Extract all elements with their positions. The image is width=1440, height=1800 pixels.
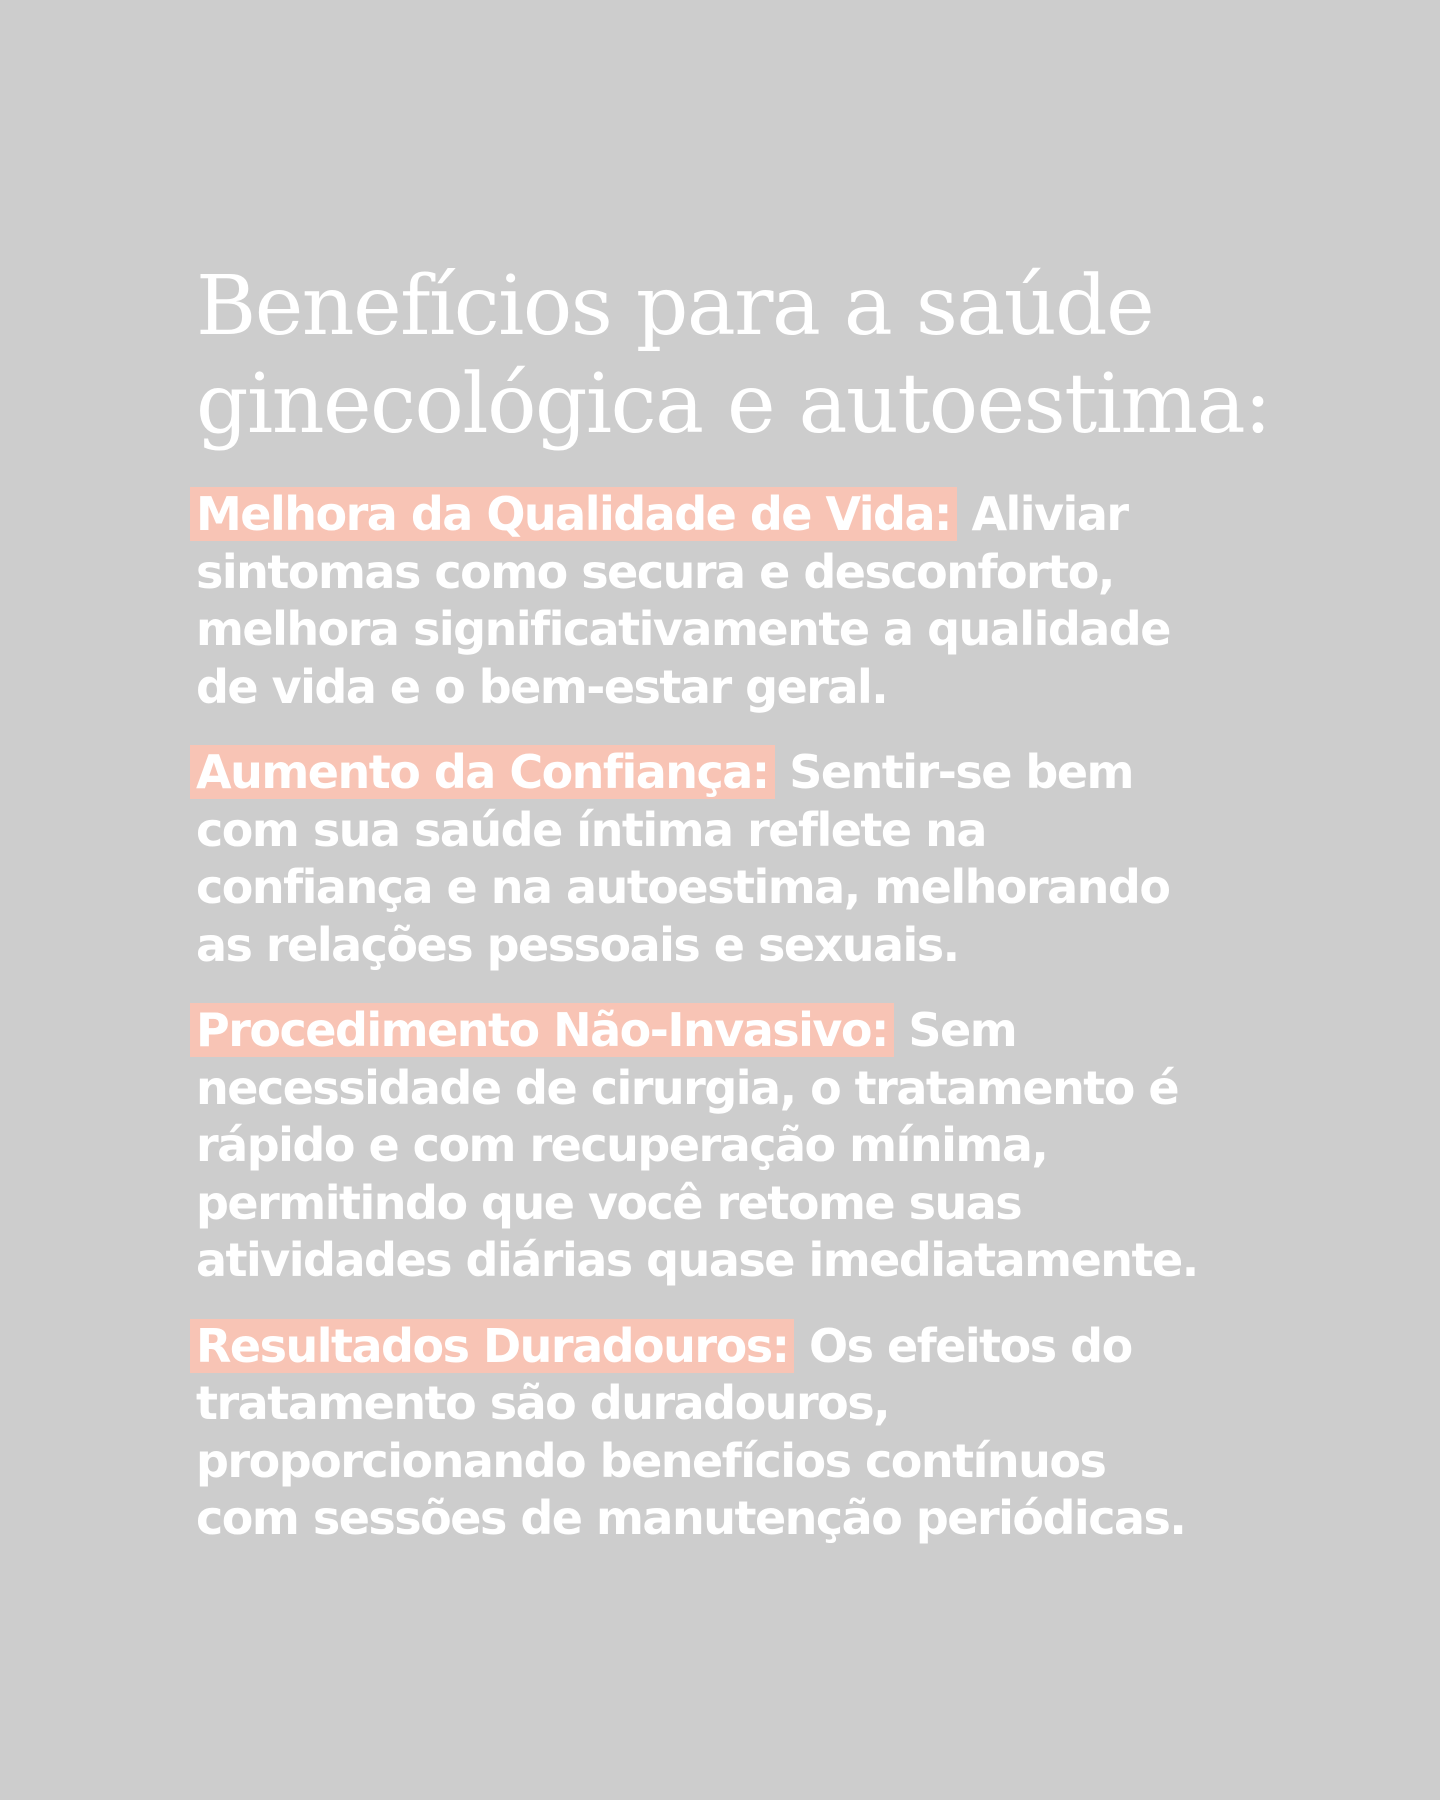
benefit-text-line: necessidade de cirurgia, o tratamento é bbox=[196, 1060, 1179, 1115]
benefit-text-line: atividades diárias quase imediatamente. bbox=[196, 1233, 1198, 1287]
benefit-text-line: com sessões de manutenção periódicas. bbox=[196, 1491, 1186, 1545]
benefit-text: Aliviar bbox=[971, 487, 1128, 541]
benefit-quality-of-life bbox=[196, 486, 1286, 716]
benefit-text-line: com sua saúde íntima reflete na bbox=[196, 802, 986, 857]
title-line: Benefícios para a saúde bbox=[196, 259, 1154, 354]
benefit-first-line bbox=[196, 1002, 1286, 1060]
benefit-heading: Procedimento Não-Invasivo: bbox=[190, 1003, 894, 1057]
benefit-lasting-results bbox=[196, 1318, 1286, 1548]
poster-content bbox=[196, 258, 1286, 1576]
benefit-text-line: permitindo que você retome suas bbox=[196, 1175, 1022, 1230]
benefit-first-line bbox=[196, 486, 1286, 544]
benefit-first-line bbox=[196, 1318, 1286, 1376]
benefit-confidence bbox=[196, 744, 1286, 974]
benefit-text-line: as relações pessoais e sexuais. bbox=[196, 917, 959, 972]
benefit-first-line bbox=[196, 744, 1286, 802]
benefit-text-line: sintomas como secura e desconforto, bbox=[196, 544, 1114, 599]
page-title bbox=[196, 258, 1286, 454]
benefit-text-line: confiança e na autoestima, melhorando bbox=[196, 860, 1170, 914]
benefit-heading: Melhora da Qualidade de Vida: bbox=[190, 487, 957, 541]
title-line: ginecológica e autoestima: bbox=[196, 357, 1271, 452]
benefit-text: Sem bbox=[908, 1003, 1017, 1057]
benefits-list bbox=[196, 486, 1286, 1548]
benefit-text-line: de vida e o bem-estar geral. bbox=[196, 659, 888, 714]
benefit-text-line: tratamento são duradouros, bbox=[196, 1376, 890, 1430]
benefit-text-line: melhora significativamente a qualidade bbox=[196, 602, 1170, 656]
benefit-text: Sentir-se bem bbox=[789, 745, 1133, 799]
benefit-text-line: rápido e com recuperação mínima, bbox=[196, 1118, 1048, 1172]
benefit-heading: Aumento da Confiança: bbox=[190, 745, 775, 799]
benefit-heading: Resultados Duradouros: bbox=[190, 1319, 794, 1373]
benefit-text-line: proporcionando benefícios contínuos bbox=[196, 1433, 1106, 1488]
benefit-non-invasive bbox=[196, 1002, 1286, 1290]
benefit-text: Os efeitos do bbox=[809, 1318, 1132, 1373]
